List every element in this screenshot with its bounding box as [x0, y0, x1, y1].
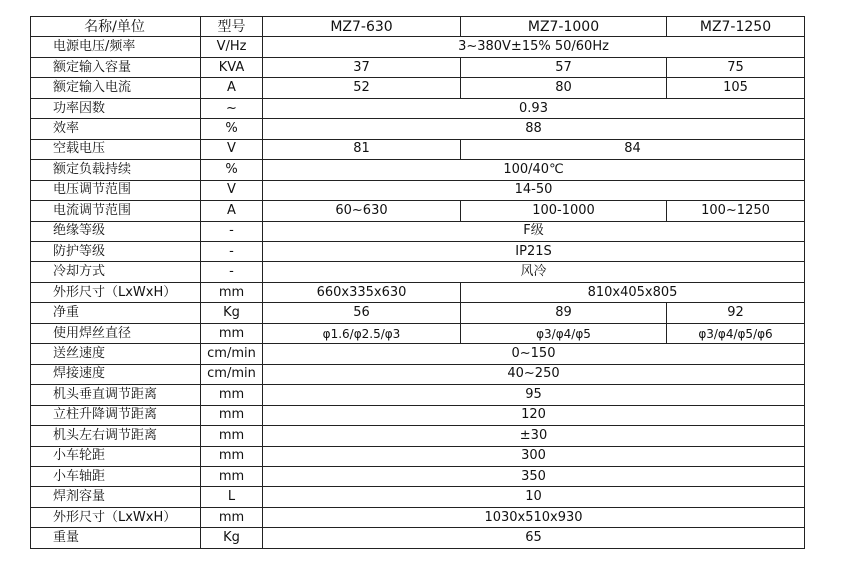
value-cell: ±30 — [263, 426, 805, 446]
unit-cell: mm — [201, 385, 263, 405]
param-name-cell: 额定负载持续 — [31, 160, 201, 180]
param-name-cell: 机头左右调节距离 — [31, 426, 201, 446]
header-row — [31, 17, 805, 37]
param-name-cell: 机头垂直调节距离 — [31, 385, 201, 405]
unit-cell: L — [201, 487, 263, 507]
unit-cell: - — [201, 262, 263, 282]
table-row — [31, 303, 805, 323]
param-name-cell: 绝缘等级 — [31, 221, 201, 241]
table-row — [31, 426, 805, 446]
param-name-cell: 外形尺寸（LxWxH） — [31, 282, 201, 302]
table-row — [31, 180, 805, 200]
table-row — [31, 119, 805, 139]
param-name-cell: 小车轴距 — [31, 466, 201, 486]
unit-cell: ~ — [201, 98, 263, 118]
unit-cell: % — [201, 119, 263, 139]
value-cell: 100/40℃ — [263, 160, 805, 180]
unit-cell: KVA — [201, 57, 263, 77]
table-row — [31, 446, 805, 466]
value-cell: 37 — [263, 57, 461, 77]
value-cell: 120 — [263, 405, 805, 425]
param-name-cell: 外形尺寸（LxWxH） — [31, 507, 201, 527]
header-model-cell: MZ7-1000 — [461, 17, 667, 37]
value-cell: 0~150 — [263, 344, 805, 364]
table-row — [31, 385, 805, 405]
table-row — [31, 528, 805, 549]
value-cell: 75 — [667, 57, 805, 77]
param-name-cell: 净重 — [31, 303, 201, 323]
param-name-cell: 额定输入容量 — [31, 57, 201, 77]
table-row — [31, 507, 805, 527]
table-row — [31, 262, 805, 282]
value-cell: 100-1000 — [461, 201, 667, 221]
table-row — [31, 487, 805, 507]
param-name-cell: 防护等级 — [31, 241, 201, 261]
value-cell: 88 — [263, 119, 805, 139]
param-name-cell: 空载电压 — [31, 139, 201, 159]
value-cell: 80 — [461, 78, 667, 98]
value-cell: φ1.6/φ2.5/φ3 — [263, 323, 461, 343]
value-cell: 风冷 — [263, 262, 805, 282]
unit-cell: A — [201, 78, 263, 98]
value-cell: 660x335x630 — [263, 282, 461, 302]
unit-cell: V/Hz — [201, 37, 263, 57]
param-name-cell: 功率因数 — [31, 98, 201, 118]
unit-cell: mm — [201, 466, 263, 486]
param-name-cell: 小车轮距 — [31, 446, 201, 466]
param-name-cell: 焊剂容量 — [31, 487, 201, 507]
table-row — [31, 98, 805, 118]
unit-cell: mm — [201, 446, 263, 466]
value-cell: φ3/φ4/φ5/φ6 — [667, 323, 805, 343]
value-cell: 3~380V±15% 50/60Hz — [263, 37, 805, 57]
value-cell: 1030x510x930 — [263, 507, 805, 527]
unit-cell: A — [201, 201, 263, 221]
param-name-cell: 电源电压/频率 — [31, 37, 201, 57]
unit-cell: mm — [201, 282, 263, 302]
value-cell: F级 — [263, 221, 805, 241]
unit-cell: mm — [201, 323, 263, 343]
table-row — [31, 364, 805, 384]
value-cell: φ3/φ4/φ5 — [461, 323, 667, 343]
value-cell: 0.93 — [263, 98, 805, 118]
unit-cell: - — [201, 221, 263, 241]
table-row — [31, 466, 805, 486]
unit-cell: mm — [201, 507, 263, 527]
table-row — [31, 282, 805, 302]
value-cell: 95 — [263, 385, 805, 405]
param-name-cell: 使用焊丝直径 — [31, 323, 201, 343]
unit-cell: V — [201, 139, 263, 159]
param-name-cell: 焊接速度 — [31, 364, 201, 384]
param-name-cell: 立柱升降调节距离 — [31, 405, 201, 425]
value-cell: 10 — [263, 487, 805, 507]
unit-cell: - — [201, 241, 263, 261]
value-cell: 40~250 — [263, 364, 805, 384]
unit-cell: cm/min — [201, 344, 263, 364]
header-model-cell: MZ7-630 — [263, 17, 461, 37]
value-cell: 89 — [461, 303, 667, 323]
table-row — [31, 323, 805, 343]
table-row — [31, 57, 805, 77]
value-cell: 52 — [263, 78, 461, 98]
value-cell: IP21S — [263, 241, 805, 261]
value-cell: 350 — [263, 466, 805, 486]
value-cell: 81 — [263, 139, 461, 159]
table-row — [31, 78, 805, 98]
value-cell: 65 — [263, 528, 805, 549]
unit-cell: Kg — [201, 303, 263, 323]
value-cell: 100~1250 — [667, 201, 805, 221]
value-cell: 810x405x805 — [461, 282, 805, 302]
table-row — [31, 221, 805, 241]
param-name-cell: 电压调节范围 — [31, 180, 201, 200]
header-unit-cell: 型号 — [201, 17, 263, 37]
table-row — [31, 405, 805, 425]
value-cell: 14-50 — [263, 180, 805, 200]
unit-cell: mm — [201, 405, 263, 425]
unit-cell: mm — [201, 426, 263, 446]
unit-cell: cm/min — [201, 364, 263, 384]
header-param-cell: 名称/单位 — [31, 17, 201, 37]
param-name-cell: 额定输入电流 — [31, 78, 201, 98]
table-row — [31, 160, 805, 180]
value-cell: 300 — [263, 446, 805, 466]
table-row — [31, 201, 805, 221]
value-cell: 60~630 — [263, 201, 461, 221]
unit-cell: % — [201, 160, 263, 180]
param-name-cell: 重量 — [31, 528, 201, 549]
param-name-cell: 冷却方式 — [31, 262, 201, 282]
value-cell: 84 — [461, 139, 805, 159]
table-row — [31, 139, 805, 159]
spec-table — [30, 16, 805, 549]
unit-cell: V — [201, 180, 263, 200]
table-row — [31, 241, 805, 261]
value-cell: 105 — [667, 78, 805, 98]
param-name-cell: 效率 — [31, 119, 201, 139]
table-row — [31, 37, 805, 57]
param-name-cell: 电流调节范围 — [31, 201, 201, 221]
value-cell: 56 — [263, 303, 461, 323]
param-name-cell: 送丝速度 — [31, 344, 201, 364]
value-cell: 92 — [667, 303, 805, 323]
table-row — [31, 344, 805, 364]
unit-cell: Kg — [201, 528, 263, 549]
value-cell: 57 — [461, 57, 667, 77]
spec-table-body — [31, 17, 805, 549]
header-model-cell: MZ7-1250 — [667, 17, 805, 37]
